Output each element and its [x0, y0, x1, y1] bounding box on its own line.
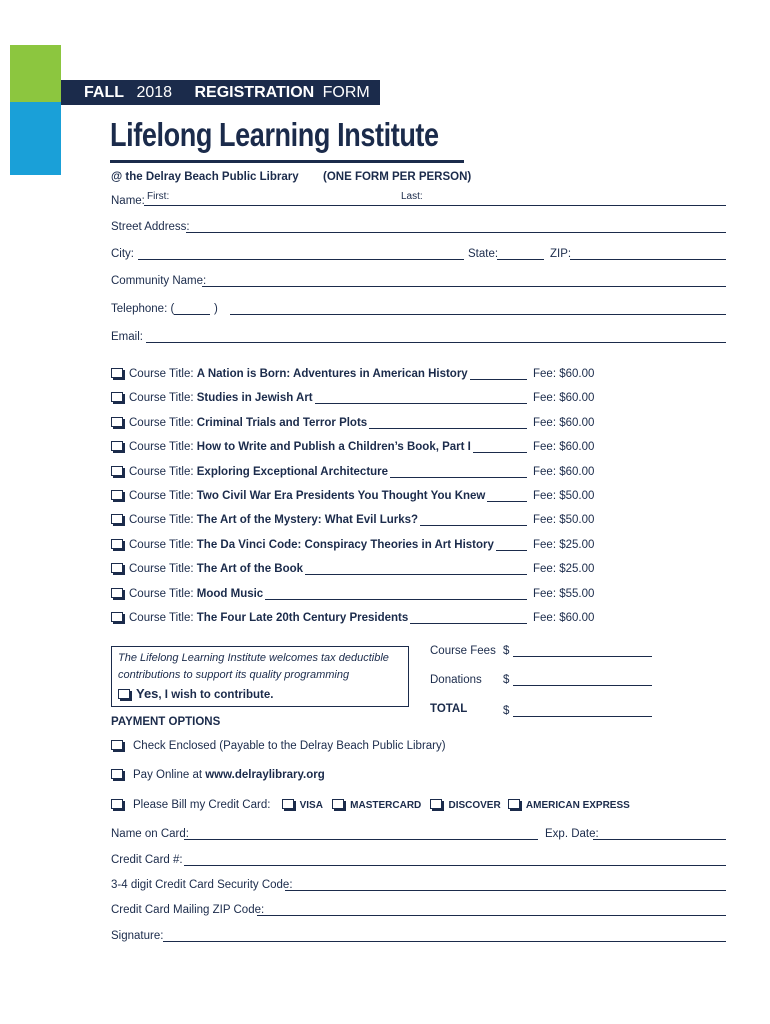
- telephone-field[interactable]: [230, 314, 726, 315]
- course-title-prefix: Course Title:: [129, 417, 194, 429]
- course-checkbox[interactable]: [111, 514, 123, 524]
- total-label: TOTAL: [430, 703, 468, 715]
- course-fill-line: [473, 452, 527, 453]
- course-fill-line: [390, 477, 527, 478]
- exp-date-label: Exp. Date:: [545, 828, 599, 840]
- tax-text-1: The Lifelong Learning Institute welcomes tax deductible: [118, 652, 389, 664]
- course-title-prefix: Course Title:: [129, 490, 194, 502]
- fee-value: $60.00: [559, 392, 595, 404]
- green-accent-block: [10, 45, 61, 102]
- visa-label: VISA: [299, 800, 323, 811]
- donations-dollar: $: [503, 674, 510, 686]
- course-checkbox[interactable]: [111, 392, 123, 402]
- course-fee: [533, 441, 594, 453]
- course-fees-field[interactable]: [513, 656, 652, 657]
- fee-value: $60.00: [559, 417, 595, 429]
- course-row[interactable]: [111, 514, 418, 526]
- card-zip-label: Credit Card Mailing ZIP Code:: [111, 904, 265, 916]
- location-text: @ the Delray Beach Public Library: [111, 171, 299, 183]
- banner-registration: REGISTRATION: [194, 84, 315, 101]
- course-fee: [533, 539, 594, 551]
- fee-value: $60.00: [559, 368, 595, 380]
- course-fee: [533, 417, 594, 429]
- course-title: The Da Vinci Code: Conspiracy Theories in Art History: [196, 539, 494, 551]
- amex-label: AMERICAN EXPRESS: [525, 800, 630, 811]
- online-prefix: Pay Online at: [133, 769, 206, 781]
- course-title: The Four Late 20th Century Presidents: [196, 612, 409, 624]
- course-row[interactable]: [111, 417, 367, 429]
- fee-value: $55.00: [559, 588, 595, 600]
- telephone-label: Telephone: (: [111, 303, 175, 315]
- course-title-prefix: Course Title:: [129, 588, 194, 600]
- course-fee: [533, 514, 594, 526]
- discover-checkbox[interactable]: [430, 799, 442, 809]
- check-label: Check Enclosed (Payable to the Delray Beach Public Library): [133, 740, 446, 752]
- course-fill-line: [265, 599, 527, 600]
- course-fees-dollar: $: [503, 645, 510, 657]
- fee-prefix: Fee:: [533, 441, 557, 453]
- course-title-prefix: Course Title:: [129, 368, 194, 380]
- street-label: Street Address:: [111, 221, 190, 233]
- banner-year: 2018: [136, 84, 173, 101]
- community-label: Community Name:: [111, 275, 207, 287]
- course-fees-label: Course Fees: [430, 645, 496, 657]
- course-row[interactable]: [111, 490, 485, 502]
- course-fill-line: [305, 574, 527, 575]
- course-title-prefix: Course Title:: [129, 466, 194, 478]
- course-fill-line: [487, 501, 527, 502]
- yes-label: Yes: [136, 686, 159, 701]
- fee-prefix: Fee:: [533, 466, 557, 478]
- course-row[interactable]: [111, 368, 468, 380]
- course-row[interactable]: [111, 466, 388, 478]
- bill-option[interactable]: [111, 799, 630, 811]
- fee-prefix: Fee:: [533, 612, 557, 624]
- course-title: A Nation is Born: Adventures in American History: [196, 368, 468, 380]
- course-checkbox[interactable]: [111, 612, 123, 622]
- bill-label: Please Bill my Credit Card:: [133, 799, 271, 811]
- course-title-prefix: Course Title:: [129, 441, 194, 453]
- exp-date-field[interactable]: [593, 839, 726, 840]
- course-title: The Art of the Book: [196, 563, 304, 575]
- course-checkbox[interactable]: [111, 466, 123, 476]
- course-title: Two Civil War Era Presidents You Thought You Knew: [196, 490, 486, 502]
- course-fill-line: [369, 428, 527, 429]
- course-checkbox[interactable]: [111, 539, 123, 549]
- course-checkbox[interactable]: [111, 490, 123, 500]
- fee-prefix: Fee:: [533, 417, 557, 429]
- online-checkbox[interactable]: [111, 769, 123, 779]
- mastercard-label: MASTERCARD: [350, 800, 422, 811]
- card-zip-field[interactable]: [257, 915, 726, 916]
- course-title: Exploring Exceptional Architecture: [196, 466, 389, 478]
- fee-value: $50.00: [559, 514, 595, 526]
- discover-label: DISCOVER: [448, 800, 501, 811]
- visa-checkbox[interactable]: [282, 799, 294, 809]
- course-checkbox[interactable]: [111, 441, 123, 451]
- course-row[interactable]: [111, 539, 494, 551]
- online-option[interactable]: [111, 769, 325, 781]
- course-fill-line: [315, 403, 527, 404]
- course-fill-line: [470, 379, 527, 380]
- fee-value: $60.00: [559, 466, 595, 478]
- fee-value: $60.00: [559, 612, 595, 624]
- course-title-prefix: Course Title:: [129, 539, 194, 551]
- zip-field[interactable]: [570, 259, 726, 260]
- fee-prefix: Fee:: [533, 563, 557, 575]
- total-field[interactable]: [513, 716, 652, 717]
- page-title: Lifelong Learning Institute: [110, 116, 439, 153]
- telephone-close: ): [214, 303, 218, 315]
- check-checkbox[interactable]: [111, 740, 123, 750]
- contribute-label: , I wish to contribute.: [158, 689, 274, 701]
- fee-prefix: Fee:: [533, 392, 557, 404]
- zip-label: ZIP:: [550, 248, 572, 260]
- state-label: State:: [468, 248, 499, 260]
- course-title-prefix: Course Title:: [129, 514, 194, 526]
- security-code-label: 3-4 digit Credit Card Security Code:: [111, 879, 293, 891]
- street-field[interactable]: [186, 232, 726, 233]
- course-fill-line: [420, 525, 527, 526]
- signature-label: Signature:: [111, 930, 164, 942]
- contribute-option[interactable]: [118, 686, 273, 701]
- contribute-checkbox[interactable]: [118, 689, 130, 699]
- course-title-prefix: Course Title:: [129, 612, 194, 624]
- course-fee: [533, 368, 594, 380]
- course-row[interactable]: [111, 563, 303, 575]
- fee-prefix: Fee:: [533, 588, 557, 600]
- one-form-text: (ONE FORM PER PERSON): [323, 171, 472, 183]
- security-code-field[interactable]: [285, 890, 726, 891]
- fee-prefix: Fee:: [533, 368, 557, 380]
- course-title: Criminal Trials and Terror Plots: [196, 417, 368, 429]
- course-fill-line: [410, 623, 527, 624]
- bill-checkbox[interactable]: [111, 799, 123, 809]
- total-dollar: $: [503, 705, 510, 717]
- amex-checkbox[interactable]: [508, 799, 520, 809]
- course-fee: [533, 490, 594, 502]
- signature-field[interactable]: [163, 941, 726, 942]
- area-code-field[interactable]: [174, 314, 210, 315]
- course-row[interactable]: [111, 392, 313, 404]
- course-checkbox[interactable]: [111, 368, 123, 378]
- course-checkbox[interactable]: [111, 588, 123, 598]
- email-field[interactable]: [146, 342, 726, 343]
- donations-label: Donations: [430, 674, 482, 686]
- course-checkbox[interactable]: [111, 563, 123, 573]
- name-field[interactable]: [144, 205, 726, 206]
- course-title: The Art of the Mystery: What Evil Lurks?: [196, 514, 419, 526]
- banner-form: FORM: [322, 84, 370, 101]
- course-checkbox[interactable]: [111, 417, 123, 427]
- fee-prefix: Fee:: [533, 490, 557, 502]
- course-row[interactable]: [111, 441, 471, 453]
- course-title-prefix: Course Title:: [129, 392, 194, 404]
- title-divider: [110, 160, 464, 163]
- mastercard-checkbox[interactable]: [332, 799, 344, 809]
- course-row[interactable]: [111, 612, 408, 624]
- card-number-label: Credit Card #:: [111, 854, 183, 866]
- card-number-field[interactable]: [184, 865, 726, 866]
- check-option[interactable]: [111, 740, 446, 752]
- course-fee: [533, 588, 594, 600]
- course-fee: [533, 563, 594, 575]
- course-fee: [533, 612, 594, 624]
- banner-fall: FALL: [84, 84, 124, 101]
- course-title: How to Write and Publish a Children’s Book, Part I: [196, 441, 471, 453]
- course-title: Studies in Jewish Art: [196, 392, 313, 404]
- state-field[interactable]: [497, 259, 544, 260]
- course-title-prefix: Course Title:: [129, 563, 194, 575]
- city-label: City:: [111, 248, 134, 260]
- online-url[interactable]: www.delraylibrary.org: [205, 769, 325, 781]
- course-fee: [533, 392, 594, 404]
- name-label: Name:: [111, 195, 145, 207]
- fee-prefix: Fee:: [533, 539, 557, 551]
- header-banner: [61, 80, 380, 105]
- course-fill-line: [496, 550, 527, 551]
- payment-heading: PAYMENT OPTIONS: [111, 716, 221, 728]
- donations-field[interactable]: [513, 685, 652, 686]
- fee-value: $25.00: [559, 539, 595, 551]
- name-on-card-label: Name on Card:: [111, 828, 189, 840]
- course-row[interactable]: [111, 588, 263, 600]
- first-label: First:: [147, 191, 170, 202]
- tax-text-2: contributions to support its quality programming: [118, 669, 350, 681]
- fee-value: $50.00: [559, 490, 595, 502]
- community-field[interactable]: [202, 286, 726, 287]
- fee-value: $25.00: [559, 563, 595, 575]
- city-field[interactable]: [138, 259, 464, 260]
- course-title: Mood Music: [196, 588, 264, 600]
- fee-value: $60.00: [559, 441, 595, 453]
- email-label: Email:: [111, 331, 143, 343]
- name-on-card-field[interactable]: [184, 839, 538, 840]
- last-label: Last:: [401, 191, 423, 202]
- fee-prefix: Fee:: [533, 514, 557, 526]
- course-fee: [533, 466, 594, 478]
- blue-accent-block: [10, 102, 61, 175]
